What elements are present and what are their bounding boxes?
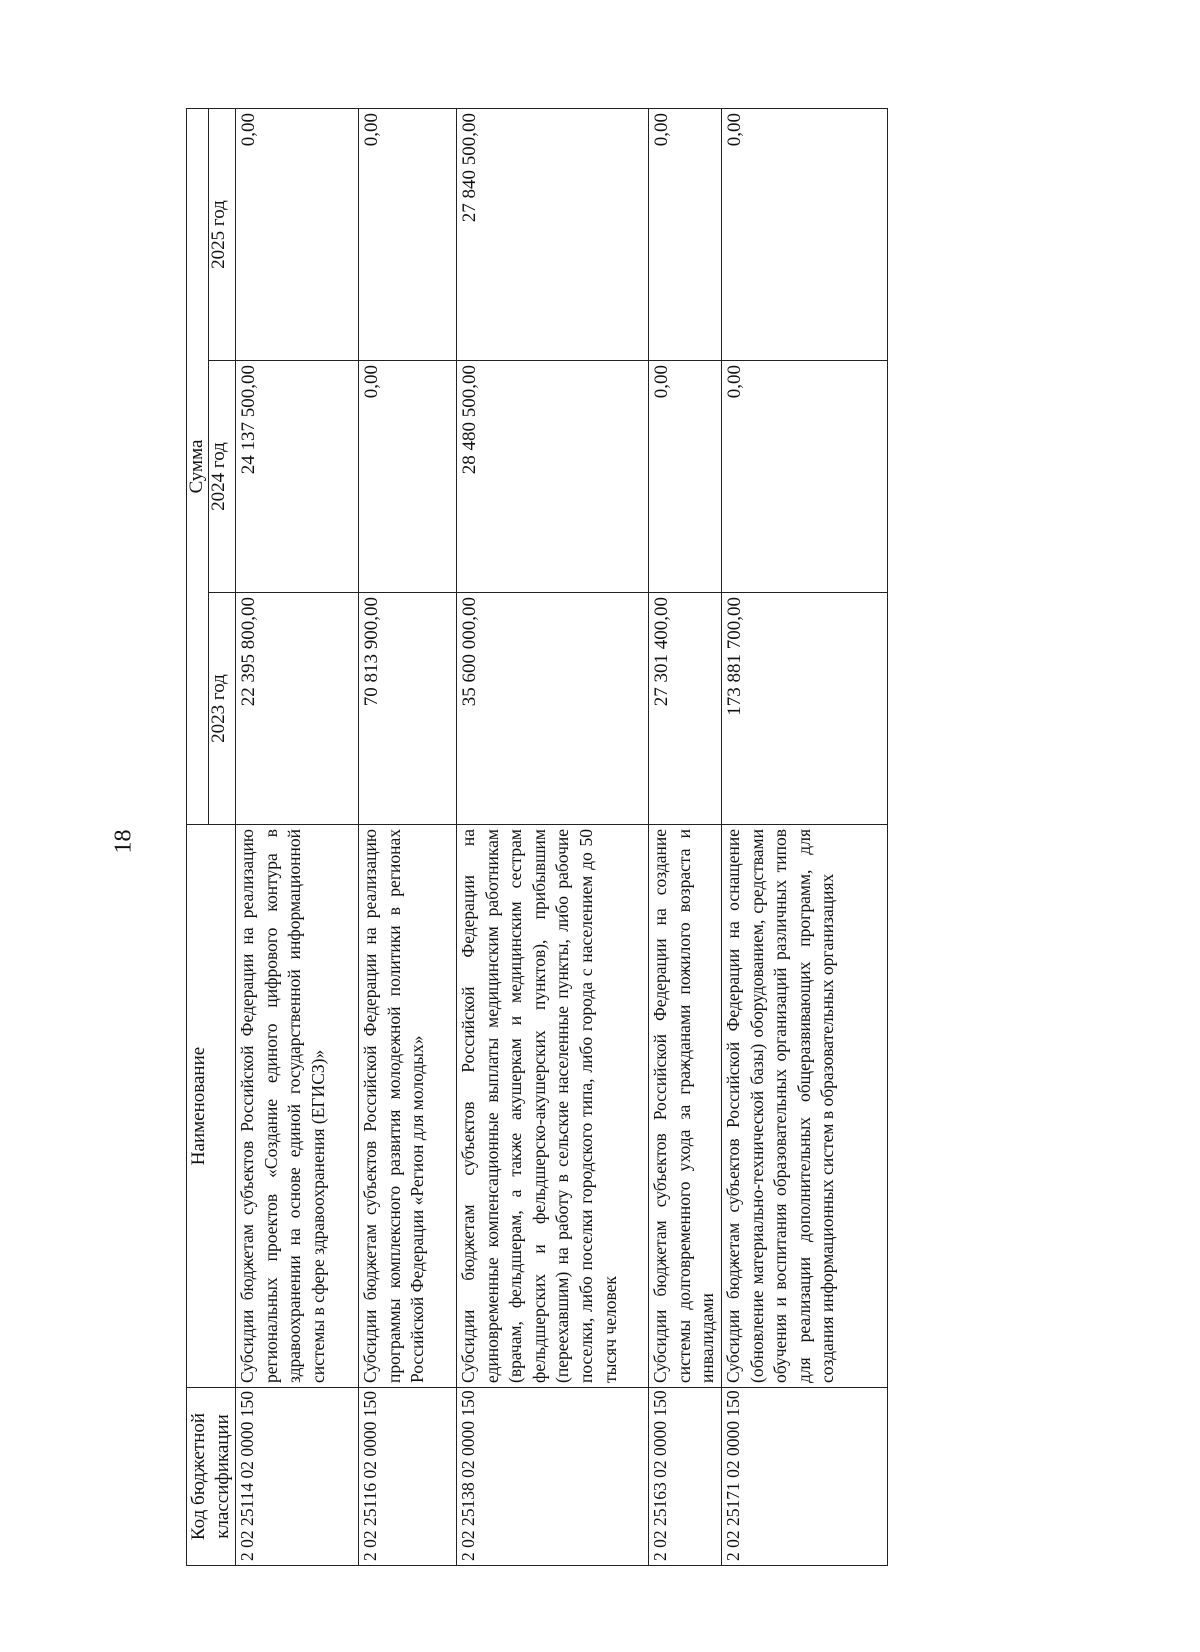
row-sum-2024: 28 480 500,00 [456, 361, 648, 593]
table-row [235, 109, 358, 1566]
row-name: Субсидии бюджетам субъектов Российской Федерации на оснащение (обновление материально-технической базы) оборудованием, средствами обучения и воспитания образовательных организаций различных типов для реализации дополнительных общеразвивающих программ, для создания информационных систем в образовательных организациях [721, 825, 887, 1388]
row-sum-2023: 70 813 900,00 [358, 593, 456, 825]
row-code: 2 02 25163 02 0000 150 [648, 1388, 721, 1566]
page-number: 18 [110, 829, 137, 854]
row-sum-2025: 0,00 [721, 109, 887, 361]
table-row [648, 109, 721, 1566]
row-code: 2 02 25116 02 0000 150 [358, 1388, 456, 1566]
rotated-table-container [186, 109, 992, 1566]
row-code: 2 02 25138 02 0000 150 [456, 1388, 648, 1566]
row-name: Субсидии бюджетам субъектов Российской Федерации на создание системы долговременного ухода за гражданами пожилого возраста и инвалидами [648, 825, 721, 1388]
row-sum-2023: 22 395 800,00 [235, 593, 358, 825]
header-year-2023: 2023 год [208, 593, 235, 825]
header-name: Наименование [187, 825, 236, 1388]
row-sum-2023: 27 301 400,00 [648, 593, 721, 825]
row-sum-2024: 0,00 [648, 361, 721, 593]
row-name: Субсидии бюджетам субъектов Российской Федерации на единовременные компенсационные выплаты медицинским работникам (врачам, фельдшерам, а также акушеркам и медицинским сестрам фельдшерских и фельдшерско-акушерских пунктов), прибывшим (переехавшим) на работу в сельские населенные пункты, либо рабочие поселки, либо поселки городского типа, либо города с населением до 50 тысяч человек [456, 825, 648, 1388]
header-year-2025: 2025 год [208, 109, 235, 361]
budget-table [186, 108, 888, 1566]
table-row [721, 109, 887, 1566]
row-name: Субсидии бюджетам субъектов Российской Федерации на реализацию программы комплексного развития молодежной политики в регионах Российской Федерации «Регион для молодых» [358, 825, 456, 1388]
row-sum-2025: 0,00 [648, 109, 721, 361]
row-sum-2024: 24 137 500,00 [235, 361, 358, 593]
header-year-2024: 2024 год [208, 361, 235, 593]
row-sum-2025: 0,00 [235, 109, 358, 361]
row-name: Субсидии бюджетам субъектов Российской Федерации на реализацию региональных проектов «Создание единого цифрового контура в здравоохранении на основе единой государственной информационной системы в сфере здравоохранения (ЕГИСЗ)» [235, 825, 358, 1388]
header-sum: Сумма [187, 109, 209, 825]
row-code: 2 02 25114 02 0000 150 [235, 1388, 358, 1566]
row-sum-2024: 0,00 [358, 361, 456, 593]
row-sum-2025: 0,00 [358, 109, 456, 361]
row-sum-2024: 0,00 [721, 361, 887, 593]
table-row [358, 109, 456, 1566]
row-code: 2 02 25171 02 0000 150 [721, 1388, 887, 1566]
table-row [456, 109, 648, 1566]
row-sum-2023: 35 600 000,00 [456, 593, 648, 825]
header-code: Код бюджетной классификации [187, 1388, 236, 1566]
row-sum-2025: 27 840 500,00 [456, 109, 648, 361]
row-sum-2023: 173 881 700,00 [721, 593, 887, 825]
